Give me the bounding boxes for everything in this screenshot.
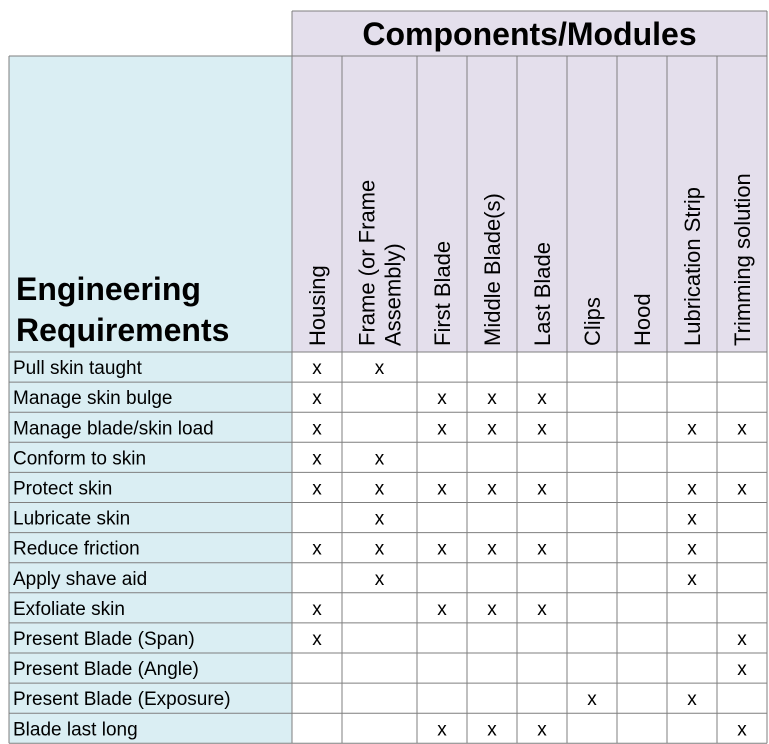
row-label: Present Blade (Angle) [13, 659, 199, 681]
column-header-6 [630, 293, 655, 346]
mark-cell: x [537, 538, 547, 560]
column-header-label: Assembly) [380, 243, 406, 346]
mark-cell: x [374, 358, 385, 380]
mark-cell: x [487, 388, 497, 410]
mark-cell: x [437, 598, 447, 620]
mark-cell: x [374, 448, 385, 470]
column-header-3 [480, 193, 505, 346]
row-header-title-background [9, 56, 292, 352]
mark-cell: x [737, 418, 747, 440]
row-label: Reduce friction [13, 538, 140, 560]
mark-cell: x [687, 508, 697, 530]
mark-cell: x [312, 628, 322, 650]
column-header-8 [730, 173, 755, 346]
mark-cell: x [437, 478, 447, 500]
row-label: Conform to skin [13, 448, 147, 470]
column-header-label: Hood [629, 293, 655, 346]
mark-cell: x [487, 538, 497, 560]
mark-cell: x [374, 478, 385, 500]
mark-cell: x [537, 478, 547, 500]
mark-cell: x [687, 689, 697, 711]
column-header-0 [305, 265, 330, 346]
engineering-requirements-title: Engineering Requirements [16, 271, 230, 348]
row-label: Manage skin bulge [13, 388, 173, 410]
components-header-title: Components/Modules [362, 16, 697, 52]
mark-cell: x [312, 538, 322, 560]
column-header-4 [530, 242, 555, 346]
column-header-2 [430, 241, 455, 346]
row-label: Manage blade/skin load [13, 418, 214, 440]
mark-cell: x [437, 388, 447, 410]
row-label: Apply shave aid [13, 568, 148, 590]
column-header-label: Trimming solution [729, 173, 755, 346]
mark-cell: x [437, 719, 447, 741]
column-header-label: Lubrication Strip [679, 187, 705, 346]
mark-cell: x [312, 478, 322, 500]
column-header-5 [580, 297, 605, 346]
row-label: Lubricate skin [13, 508, 131, 530]
mark-cell: x [312, 448, 322, 470]
mark-cell: x [537, 418, 547, 440]
mark-cell: x [737, 659, 747, 681]
mark-cell: x [687, 538, 697, 560]
mark-cell: x [737, 628, 747, 650]
mark-cell: x [437, 538, 447, 560]
mark-cell: x [537, 388, 547, 410]
row-label: Pull skin taught [13, 358, 142, 380]
column-header-label: Last Blade [529, 242, 555, 346]
row-label: Protect skin [13, 478, 113, 500]
mark-cell: x [737, 478, 747, 500]
column-header-label: Clips [579, 297, 605, 346]
mark-cell: x [374, 568, 385, 590]
mark-cell: x [487, 418, 497, 440]
mark-cell: x [687, 418, 697, 440]
mark-cell: x [687, 568, 697, 590]
mark-cell: x [487, 719, 497, 741]
mark-cell: x [312, 598, 322, 620]
column-header-label: Frame (or Frame [354, 179, 380, 346]
row-label: Present Blade (Span) [13, 628, 195, 650]
mark-cell: x [312, 418, 322, 440]
mark-cell: x [374, 538, 385, 560]
mark-cell: x [687, 478, 697, 500]
column-header-label: Middle Blade(s) [479, 193, 505, 346]
mark-cell: x [537, 719, 547, 741]
row-label: Blade last long [13, 719, 138, 741]
mark-cell: x [537, 598, 547, 620]
mark-cell: x [312, 388, 322, 410]
mark-cell: x [487, 598, 497, 620]
row-label: Present Blade (Exposure) [13, 689, 231, 711]
column-header-7 [680, 187, 705, 346]
mark-cell: x [312, 358, 322, 380]
mark-cell: x [374, 508, 385, 530]
mark-cell: x [487, 478, 497, 500]
row-label: Exfoliate skin [13, 598, 125, 620]
column-header-label: First Blade [429, 240, 455, 346]
column-header-label: Housing [304, 265, 330, 346]
mark-cell: x [437, 418, 447, 440]
mark-cell: x [737, 719, 747, 741]
mark-cell: x [587, 689, 597, 711]
